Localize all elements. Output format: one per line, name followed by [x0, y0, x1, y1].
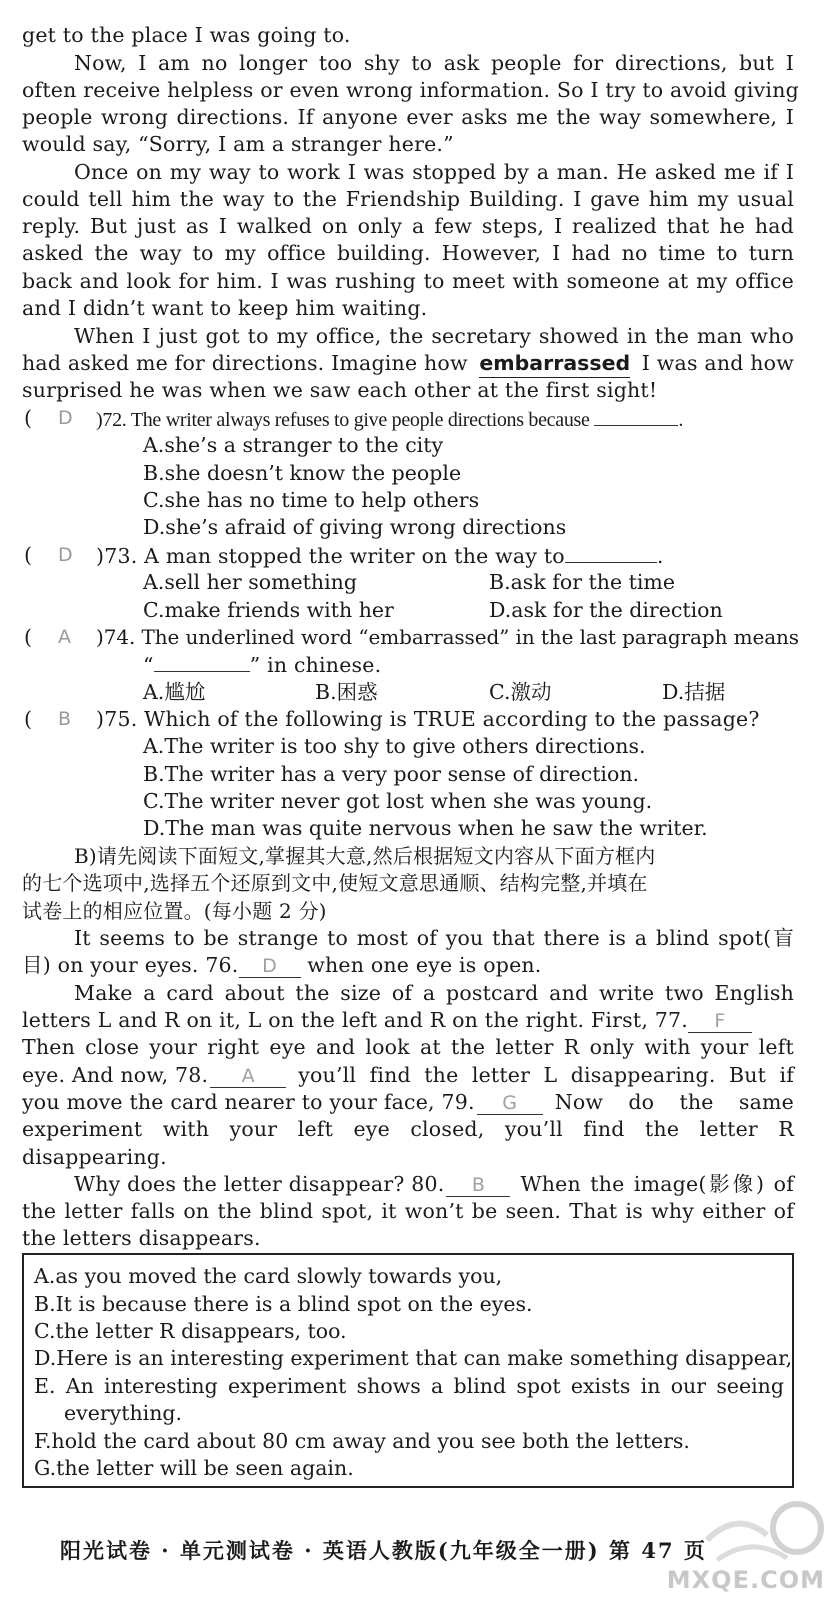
option-a: A.sell her something	[143, 570, 358, 594]
question-stem-2	[143, 651, 381, 679]
answer-blank	[565, 542, 657, 563]
question-text: 74. The underlined word “embarrassed” in the last paragraph means	[103, 625, 799, 649]
option-b: B.she doesn’t know the people	[143, 461, 462, 485]
passage-text: you move the card nearer to your face, 79.	[22, 1090, 475, 1114]
paren-close: )	[96, 707, 105, 731]
underlined-word: embarrassed	[479, 350, 630, 378]
option-d: D.拮据	[662, 680, 726, 704]
box-option-g: G.the letter will be seen again.	[34, 1456, 354, 1480]
option-c: C.The writer never got lost when she was young.	[143, 789, 653, 813]
option-c: C.she has no time to help others	[143, 488, 480, 512]
option-d: D.The man was quite nervous when he saw the writer.	[143, 816, 708, 840]
options-box	[22, 1253, 794, 1488]
passage-line: the letters disappears.	[22, 1226, 261, 1250]
answer-mark: A	[58, 626, 71, 648]
box-option-f: F.hold the card about 80 cm away and you see both the letters.	[34, 1429, 690, 1453]
passage-text: when one eye is open.	[307, 953, 542, 977]
option-c: C.激动	[489, 680, 552, 704]
passage-line	[22, 952, 542, 979]
quote-open: “	[143, 653, 154, 677]
passage-line	[22, 1007, 752, 1034]
watermark-text: MXQE.COM	[666, 1566, 825, 1594]
passage-line: Once on my way to work I was stopped by a man. He asked me if I	[74, 160, 794, 184]
fill-answer-78: A	[210, 1065, 286, 1088]
section-b-instruction: 试卷上的相应位置。(每小题 2 分)	[22, 899, 327, 923]
question-text: 73. A man stopped the writer on the way to	[104, 544, 565, 568]
fill-answer-80: B	[446, 1174, 510, 1197]
question-stem	[96, 624, 799, 651]
passage-line: reply. But just as I walked on only a few steps, I realized that he had	[22, 214, 794, 238]
fill-answer-76: D	[239, 955, 301, 978]
passage-line: the letter falls on the blind spot, it won’t be seen. That is why either of	[22, 1199, 794, 1223]
box-option-d: D.Here is an interesting experiment that can make something disappear,	[34, 1346, 793, 1370]
passage-line: surprised he was when we saw each other at the first sight!	[22, 378, 658, 402]
section-b-instruction: 的七个选项中,选择五个还原到文中,使短文意思通顺、结构完整,并填在	[22, 871, 648, 895]
passage-line: Now, I am no longer too shy to ask people for directions, but I	[74, 51, 794, 75]
answer-mark: D	[58, 544, 73, 566]
box-option-b: B.It is because there is a blind spot on the eyes.	[34, 1292, 533, 1316]
question-stem	[96, 706, 760, 733]
passage-text: 目) on your eyes. 76.	[22, 953, 239, 977]
answer-mark: B	[58, 708, 72, 730]
passage-line	[22, 350, 794, 378]
fill-answer-79: G	[477, 1092, 543, 1115]
box-option-a: A.as you moved the card slowly towards you,	[34, 1264, 503, 1288]
paren-close: )	[96, 409, 103, 431]
passage-line: would say, “Sorry, I am a stranger here.”	[22, 132, 454, 156]
passage-text: you’ll find the letter L disappearing. But if	[298, 1063, 794, 1087]
option-d: D.ask for the direction	[489, 598, 723, 622]
answer-paren-open: (	[24, 625, 32, 649]
option-c: C.make friends with her	[143, 598, 394, 622]
passage-line	[22, 1062, 794, 1089]
passage-line: could tell him the way to the Friendship Building. I gave him my usual	[22, 187, 794, 211]
passage-line: disappearing.	[22, 1145, 167, 1169]
answer-blank	[154, 651, 250, 672]
page-footer: 阳光试卷 · 单元测试卷 · 英语人教版(九年级全一册) 第 47 页	[60, 1538, 707, 1563]
paren-close: )	[96, 544, 105, 568]
option-b: B.The writer has a very poor sense of direction.	[143, 762, 640, 786]
option-a: A.The writer is too shy to give others directions.	[143, 734, 646, 758]
question-text: ” in chinese.	[249, 653, 382, 677]
option-b: B.ask for the time	[489, 570, 675, 594]
passage-line	[22, 1089, 794, 1116]
box-option-e-cont: everything.	[64, 1401, 183, 1425]
passage-line: It seems to be strange to most of you that there is a blind spot(盲	[74, 926, 794, 950]
passage-text: When the image(影像) of	[520, 1172, 794, 1196]
option-a: A.she’s a stranger to the city	[143, 433, 444, 457]
passage-line: get to the place I was going to.	[22, 23, 351, 47]
option-b: B.困惑	[315, 680, 378, 704]
passage-line: back and look for him. I was rushing to meet with someone at my office	[22, 269, 794, 293]
question-text: 75. Which of the following is TRUE according to the passage?	[104, 707, 760, 731]
option-d: D.she’s afraid of giving wrong directions	[143, 515, 567, 539]
passage-line: often receive helpless or even wrong information. So I try to avoid giving	[22, 78, 799, 102]
box-option-e: E. An interesting experiment shows a blind spot exists in our seeing	[34, 1374, 784, 1398]
answer-paren-open: (	[24, 707, 32, 731]
passage-text: had asked me for directions. Imagine how	[22, 351, 468, 375]
passage-line: Then close your right eye and look at the letter R only with your left	[22, 1035, 794, 1059]
passage-line: Make a card about the size of a postcard and write two English	[74, 981, 794, 1005]
box-option-c: C.the letter R disappears, too.	[34, 1319, 347, 1343]
passage-line	[74, 1171, 794, 1198]
passage-line: asked the way to my office building. However, I had no time to turn	[22, 241, 794, 265]
answer-paren-open: (	[24, 543, 32, 567]
passage-text: I was and how	[641, 351, 794, 375]
passage-text: letters L and R on it, L on the left and R on the right. First, 77.	[22, 1008, 688, 1032]
section-b-instruction: B)请先阅读下面短文,掌握其大意,然后根据短文内容从下面方框内	[74, 844, 656, 868]
question-end: .	[678, 409, 684, 431]
passage-text: Now do the same	[554, 1090, 794, 1114]
answer-blank	[594, 405, 678, 426]
answer-mark: D	[58, 407, 73, 429]
question-stem	[96, 542, 664, 570]
answer-paren-open: (	[24, 406, 32, 430]
fill-answer-77: F	[688, 1010, 752, 1033]
option-a: A.尴尬	[143, 680, 206, 704]
passage-text: Why does the letter disappear? 80.	[74, 1172, 445, 1196]
question-end: .	[656, 544, 664, 568]
passage-line: When I just got to my office, the secretary showed in the man who	[74, 324, 794, 348]
paren-close: )	[96, 625, 104, 649]
passage-text: eye. And now, 78.	[22, 1063, 209, 1087]
passage-line: people wrong directions. If anyone ever asks me the way somewhere, I	[22, 105, 794, 129]
question-text: 72. The writer always refuses to give people directions because	[102, 409, 590, 431]
passage-line: and I didn’t want to keep him waiting.	[22, 296, 428, 320]
question-stem	[96, 405, 683, 434]
passage-line: experiment with your left eye closed, you’ll find the letter R	[22, 1117, 794, 1141]
